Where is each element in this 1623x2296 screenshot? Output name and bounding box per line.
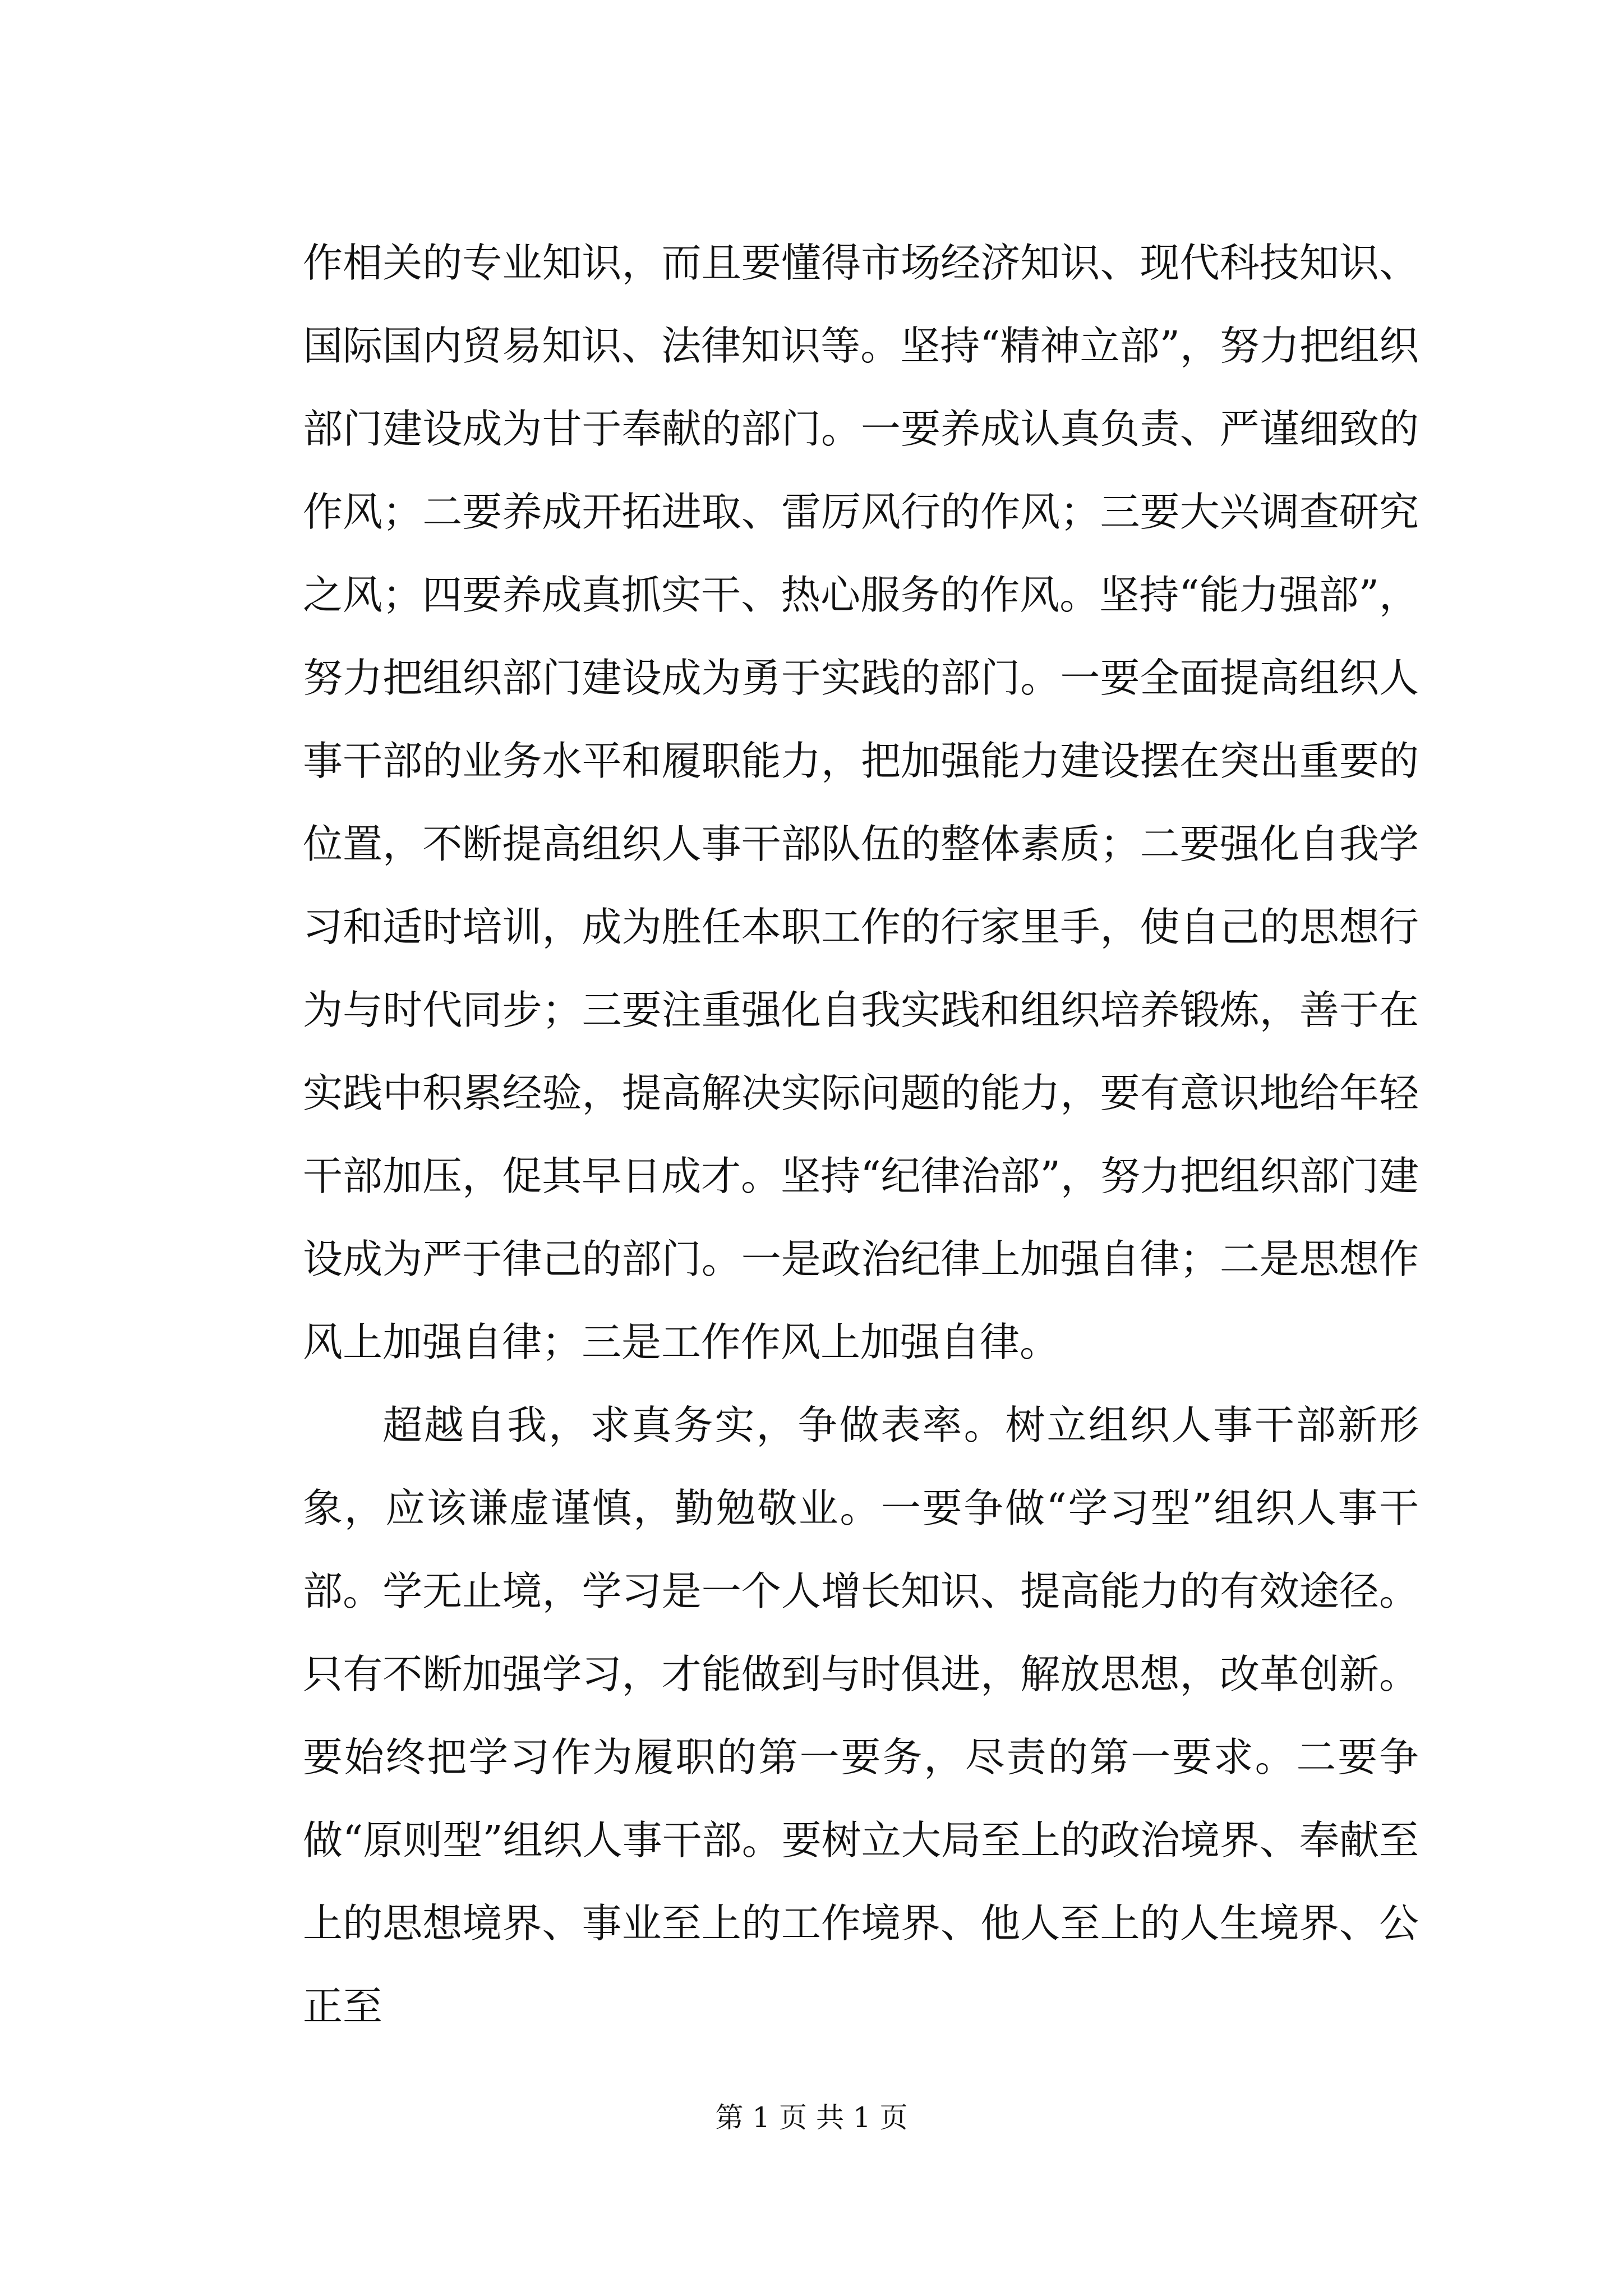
paragraph-1: 作相关的专业知识，而且要懂得市场经济知识、现代科技知识、国际国内贸易知识、法律知识等。坚持“精神立部”，努力把组织部门建设成为甘于奉献的部门。一要养成认真负责、严谨细致的作风；二要养成开拓进取、雷厉风行的作风；三要大兴调查研究之风；四要养成真抓实干、热心服务的作风。坚持“能力强部”，努力把组织部门建设成为勇于实践的部门。一要全面提高组织人事干部的业务水平和履职能力，把加强能力建设摆在突出重要的位置，不断提高组织人事干部队伍的整体素质；二要强化自我学习和适时培训，成为胜任本职工作的行家里手，使自己的思想行为与时代同步；三要注重强化自我实践和组织培养锻炼，善于在实践中积累经验，提高解决实际问题的能力，要有意识地给年轻干部加压，促其早日成才。坚持“纪律治部”，努力把组织部门建设成为严于律己的部门。一是政治纪律上加强自律；二是思想作风上加强自律；三是工作作风上加强自律。 [303,240,1419,1365]
page-footer: 第 1 页 共 1 页 [715,2101,908,2134]
paragraph-2: 超越自我，求真务实，争做表率。树立组织人事干部新形象，应该谦虚谨慎，勤勉敬业。一要争做“学习型”组织人事干部。学无止境，学习是一个人增长知识、提高能力的有效途径。只有不断加强学习，才能做到与时俱进，解放思想，改革创新。要始终把学习作为履职的第一要务，尽责的第一要求。二要争做“原则型”组织人事干部。要树立大局至上的政治境界、奉献至上的思想境界、事业至上的工作境界、他人至上的人生境界、公正至 [303,1402,1419,2030]
document-body [303,222,1419,2048]
